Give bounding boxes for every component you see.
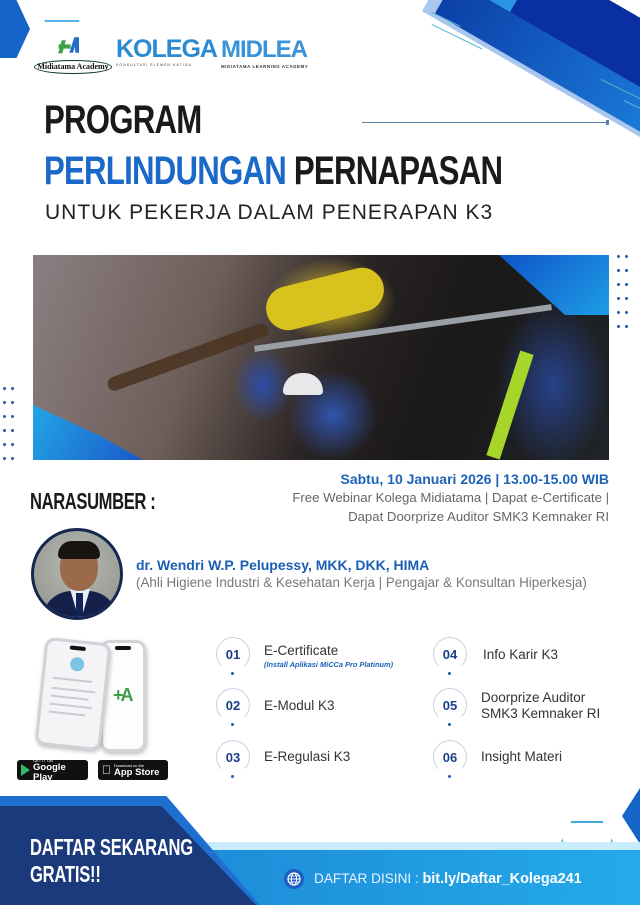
benefit-item-05 [433, 688, 467, 722]
benefit-number-badge: 04 [433, 637, 467, 671]
benefit-number-badge: 06 [433, 740, 467, 774]
cta-line2: GRATIS!! [30, 861, 101, 887]
globe-icon [284, 869, 304, 889]
benefit-number-badge: 03 [216, 740, 250, 774]
benefit-item-01 [216, 637, 250, 671]
headline-perlindungan: PERLINDUNGAN [44, 149, 286, 193]
benefit-label: Doorprize Auditor [481, 690, 586, 705]
hero-photo [33, 255, 609, 460]
logo-kolega-sub: KONSULTASI ELEMEN KATIGA [116, 63, 192, 67]
google-play-icon [21, 764, 30, 776]
logo-midlea-word: MIDLEA [221, 36, 307, 63]
benefit-number-badge: 02 [216, 688, 250, 722]
benefit-item-02 [216, 688, 250, 722]
photo-corner-accent [33, 405, 143, 460]
register-link[interactable]: bit.ly/Daftar_Kolega241 [422, 871, 582, 887]
cta-heading [30, 834, 193, 888]
headline-pernapasan: PERNAPASAN [293, 149, 503, 193]
apple-icon [102, 764, 111, 776]
decorative-dots [617, 255, 633, 339]
photo-corner-accent [499, 255, 609, 315]
midiatama-logo-icon [44, 36, 90, 60]
benefit-label: E-Modul K3 [264, 698, 335, 713]
benefit-number-badge: 01 [216, 637, 250, 671]
logo-kolega [116, 35, 217, 67]
micca-logo-icon [69, 657, 84, 672]
event-info-line2: Dapat Doorprize Auditor SMK3 Kemnaker RI [348, 509, 609, 524]
benefit-label: Info Karir K3 [483, 647, 559, 662]
headline-line2 [44, 149, 502, 193]
benefit-label: Insight Materi [481, 749, 563, 764]
speaker-name: dr. Wendri W.P. Pelupessy, MKK, DKK, HIMA [136, 557, 430, 573]
decorative-hexagon [561, 821, 613, 842]
decorative-rule-end [606, 120, 609, 125]
event-date: Sabtu, 10 Januari 2026 | 13.00-15.00 WIB [340, 471, 609, 487]
decorative-rule [362, 122, 608, 123]
event-info-line1: Free Webinar Kolega Midiatama | Dapat e-Certificate | [292, 490, 609, 505]
decorative-chevron [622, 788, 640, 844]
benefit-number-badge: 05 [433, 688, 467, 722]
decorative-dots [3, 387, 19, 471]
app-logo: +A [113, 685, 131, 705]
benefit-label: E-Regulasi K3 [264, 749, 351, 764]
phone-mockup-front [35, 637, 112, 751]
globe-icon-svg [287, 872, 301, 886]
benefit-item-03 [216, 740, 250, 774]
register-prefix: DAFTAR DISINI : [314, 871, 423, 886]
logo-midiatama-academy [34, 36, 112, 78]
cta-line1: DAFTAR SEKARANG [30, 834, 193, 860]
headline-subtitle: UNTUK PEKERJA DALAM PENERAPAN K3 [45, 201, 494, 224]
benefit-label: SMK3 Kemnaker RI [481, 706, 601, 721]
app-store-button[interactable]: Download on the App Store [98, 760, 168, 780]
benefit-item-06 [433, 740, 467, 774]
benefit-note: (Install Aplikasi MiCCa Pro Platinum) [264, 660, 394, 669]
headline-program: PROGRAM [44, 98, 202, 142]
helmet-shape [283, 373, 323, 395]
logo-midlea-sub: MIDIATAMA LEARNING ACADEMY [221, 64, 309, 69]
speaker-role: (Ahli Higiene Industri & Kesehatan Kerja | Pengajar & Konsultan Hiperkesja) [136, 575, 587, 590]
register-link-row [314, 871, 582, 887]
logo-kolega-word: KOLEGA [116, 35, 217, 63]
benefit-label: E-Certificate [264, 643, 339, 658]
speaker-avatar [31, 528, 123, 620]
benefit-item-04 [433, 637, 467, 671]
logo-midlea [221, 38, 333, 69]
speaker-heading: NARASUMBER : [30, 488, 156, 514]
google-play-button[interactable]: GET IT ON Google Play [17, 760, 88, 780]
logo-midiatama-label: Midiatama Academy [34, 60, 112, 74]
